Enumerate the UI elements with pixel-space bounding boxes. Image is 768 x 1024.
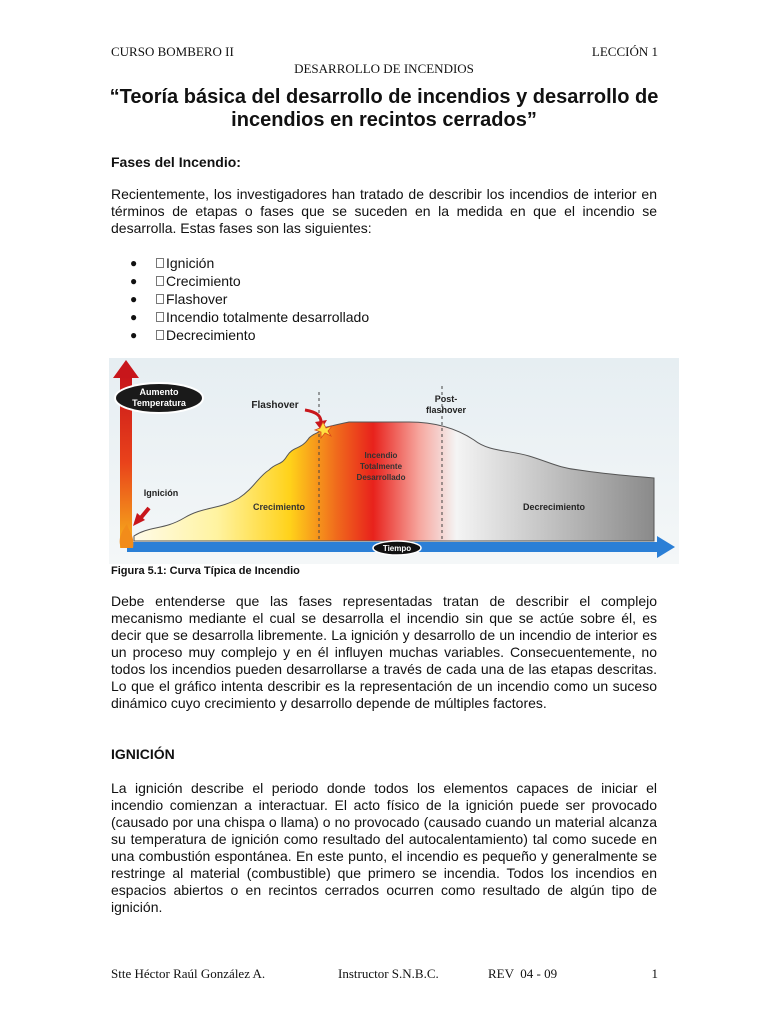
footer-role: Instructor S.N.B.C. xyxy=(338,966,439,981)
intro-paragraph: Recientemente, los investigadores han tratado de describir los incendios de interior en términos de etapas o fases que se suceden en la medida en que el incendio se desarrolla. Estas fases son las siguientes: xyxy=(111,186,657,236)
list-item: ● Ignición xyxy=(130,255,215,271)
list-item: ● Incendio totalmente desarrollado xyxy=(130,309,370,325)
checkbox-glyph-icon xyxy=(156,294,164,304)
figure-caption: Figura 5.1: Curva Típica de Incendio xyxy=(111,565,300,577)
fire-curve-figure xyxy=(109,358,679,564)
growth-label: Crecimiento xyxy=(252,502,306,512)
post-flashover-label-line1: Post- xyxy=(434,394,458,404)
header-course: CURSO BOMBERO II xyxy=(111,44,234,59)
temperature-label-line2: Temperatura xyxy=(132,398,186,408)
body-paragraph-2: Debe entenderse que las fases representadas tratan de describir el complejo mecanismo mediante el cual se desarrolla el incendio sin que se actúe sobre él, es decir que se desarrolla libremente. La ignición y desarrollo de un incendio de interior es un proceso muy complejo y en él influyen muchas variables. Consecuentemente, no todos los incendios pueden desarrollarse a través de cada una de las etapas descritas. Lo que el gráfico intenta describir es la representación de un incendio como un suceso dinámico cuyo crecimiento y desarrollo depende de múltiples factores. xyxy=(111,593,657,711)
list-item: ● Crecimiento xyxy=(130,273,241,289)
post-flashover-label-line2: flashover xyxy=(425,405,467,415)
decay-label: Decrecimiento xyxy=(522,502,586,512)
ignition-paragraph: La ignición describe el periodo donde todos los elementos capaces de iniciar el incendio comienzan a interactuar. El acto físico de la ignición puede ser provocado (causado por una chispa o llama) o no provocado (causado cuando un material alcanza su temperatura de ignición como resultado del autocalentamiento) tal como sucede en una combustión espontánea. En este punto, el incendio es pequeño y generalmente se restringe al material (combustible) que primero se incendia. Todos los incendios en espacios abiertos o en recintos cerrados ocurren como resultado de algún tipo de ignición. xyxy=(111,780,657,915)
checkbox-glyph-icon xyxy=(156,258,164,268)
full-fire-label-line2: Totalmente xyxy=(359,462,403,471)
full-fire-label-line1: Incendio xyxy=(364,451,398,460)
header-lesson: LECCIÓN 1 xyxy=(591,44,658,59)
list-item: ● Decrecimiento xyxy=(130,327,256,343)
flashover-label: Flashover xyxy=(251,400,299,411)
footer-author: Stte Héctor Raúl González A. xyxy=(111,966,266,981)
phase-list xyxy=(130,254,369,344)
full-fire-label-line3: Desarrollado xyxy=(356,473,406,482)
list-item: ● Flashover xyxy=(130,291,228,307)
document-title: “Teoría básica del desarrollo de incendios y desarrollo de incendios en recintos cerrados” xyxy=(109,86,659,131)
checkbox-glyph-icon xyxy=(156,312,164,322)
section-heading-ignition: IGNICIÓN xyxy=(111,746,175,762)
temperature-label-line1: Aumento xyxy=(139,387,179,397)
footer-revision: REV 04 - 09 xyxy=(488,966,558,981)
header-topic: DESARROLLO DE INCENDIOS xyxy=(294,61,474,76)
ignition-label: Ignición xyxy=(143,488,179,498)
section-heading-phases: Fases del Incendio: xyxy=(111,154,241,170)
time-label: Tiempo xyxy=(382,544,412,553)
checkbox-glyph-icon xyxy=(156,276,164,286)
checkbox-glyph-icon xyxy=(156,330,164,340)
footer-page-number: 1 xyxy=(651,966,658,981)
